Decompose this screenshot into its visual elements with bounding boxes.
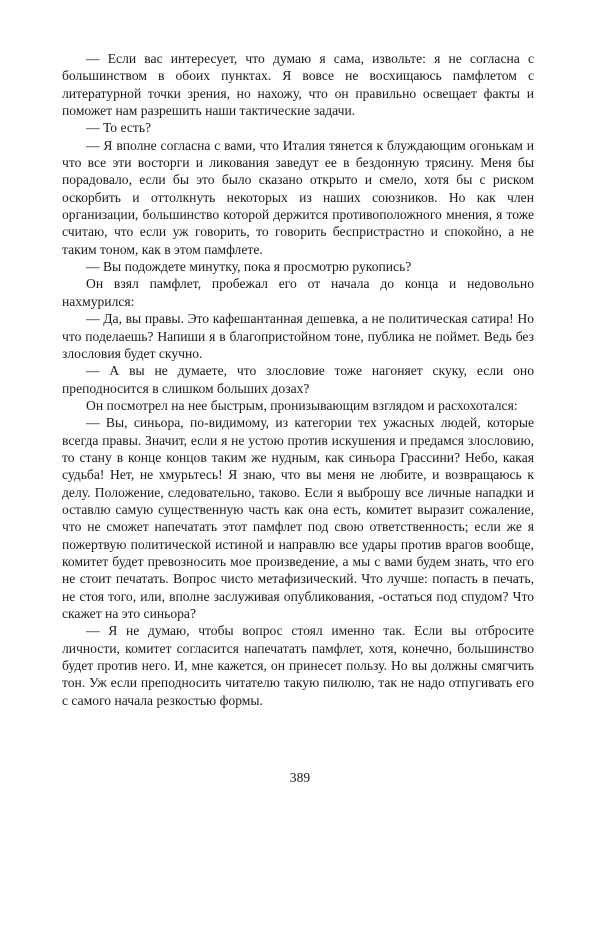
paragraph-6: — Да, вы правы. Это кафешантанная дешевка, а не политическая сатира! Но что поделаешь? Напиши я в благопристойном тоне, публика не поймет. Ведь без злословия будет скучно. (62, 311, 534, 361)
paragraph-8: Он посмотрел на нее быстрым, пронизывающим взглядом и расхохотался: (86, 397, 518, 413)
paragraph-4: — Вы подождете минутку, пока я просмотрю рукопись? (86, 259, 412, 275)
paragraph-1: — Если вас интересует, что думаю я сама, извольте: я не согласна с большинством в обоих пунктах. Я вовсе не восхищаюсь памфлетом с литературной точки зрения, но нахожу, что он правильно освещает факты и поможет нам разрешить наши тактические задачи. (62, 51, 534, 119)
paragraph-7: — А вы не думаете, что злословие тоже нагоняет скуку, если оно преподносится в слишком больших дозах? (62, 363, 534, 396)
paragraph-2: — То есть? (86, 120, 152, 136)
paragraph-3: — Я вполне согласна с вами, что Италия тянется к блуждающим огонькам и что все эти восторги и ликования заведут ее в бездонную трясину. Меня бы порадовало, если бы это было сказано открыто и смело, хотя бы с риском оскорбить и оттолкнуть некоторых из наших союзников. Но как член организации, большинство которой держится противоположного мнения, я тоже считаю, что если уж говорить, то говорить беспристрастно и спокойно, а не таким тоном, как в этом памфлете. (62, 137, 534, 257)
paragraph-10: — Я не думаю, чтобы вопрос стоял именно так. Если вы отбросите личности, комитет согласится напечатать памфлет, хотя, конечно, большинство будет против него. И, мне кажется, он принесет пользу. Но вы должны смягчить тон. Уж если преподносить читателю такую пилюлю, так не надо отпугивать его с самого начала резкостью формы. (62, 623, 534, 708)
paragraph-9: — Вы, синьора, по-видимому, из категории тех ужасных людей, которые всегда правы. Значит, если я не устою против искушения и предамся злословию, то стану в конце концов таким же нудным, как синьора Грассини? Небо, какая судьба! Нет, не хмурьтесь! Я знаю, что вы меня не любите, и возвращаюсь к делу. Положение, следовательно, таково. Если я выброшу все личные нападки и оставлю самую существенную часть как она есть, комитет выразит сожаление, что не сможет напечатать этот памфлет под свою ответственность; если же я пожертвую политической истиной и направлю все удары против врагов вообще, комитет будет превозносить мое произведение, а мы с вами будем знать, что его не стоит печатать. Вопрос чисто метафизический. Что лучше: попасть в печать, не стоя того, или, вполне заслуживая опубликования, -остаться под спудом? Что скажет на это синьора? (62, 415, 534, 621)
paragraph-5: Он взял памфлет, пробежал его от начала до конца и недовольно нахмурился: (62, 276, 534, 309)
page-body (62, 50, 534, 709)
page-number: 389 (289, 770, 311, 785)
